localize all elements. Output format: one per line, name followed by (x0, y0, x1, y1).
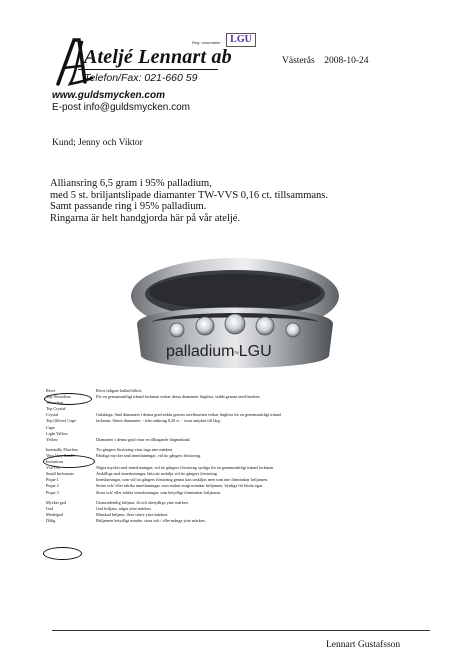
grade-definition: Fåtaliga mycket små inneslutningar, vid tio gångers förstoring. (96, 452, 202, 458)
company-name: Ateljé Lennart ab (84, 46, 232, 68)
place: Västerås (282, 56, 315, 66)
grade-term: Pique 3 (46, 489, 59, 495)
grade-definition: fackman. Större diamanter, - från omkring 0,20 ct. - visar antydan till färg. (96, 418, 221, 424)
grade-definition: Minskad briljans, flera större yttre märken. (96, 511, 168, 517)
description-line: Samt passande ring i 95% palladium. (50, 201, 207, 212)
caption-word: palladium (166, 343, 235, 360)
grade-term: Inclusions (46, 459, 64, 465)
grade-term: Mycket god (46, 499, 67, 505)
grading-table (46, 388, 446, 524)
lgu-brand-box: LGU (226, 33, 256, 47)
grade-definition: Gulaktiga. Små diamanter i denna grad sedda genom tavelfasetten verkar färglösa för en genomsnittligt tränad (96, 412, 281, 418)
caption-brand: LGU (238, 343, 272, 360)
grade-definition: Diamanter i denna grad visar en tilltagande färgmättnad. (96, 436, 191, 442)
grade-definition: God briljans, några yttre märken. (96, 505, 152, 511)
grade-term: Top Wesselton (46, 394, 71, 400)
customer-line: Kund; Jenny och Viktor (52, 138, 143, 148)
grade-term: Light Yellow (46, 430, 68, 436)
grade-term: Internally Flawless (46, 446, 78, 452)
grade-definition: Några mycket små inneslutningar, vid tio gångers förstoring synliga för en genomsnittligt tränad fackman. (96, 465, 275, 471)
grade-term: Medelgod (46, 511, 63, 517)
place-date (282, 56, 369, 66)
photo-caption (166, 343, 272, 361)
grade-term: God (46, 505, 54, 511)
grade-term: Pique 2 (46, 483, 59, 489)
description-line: Ringarna är helt handgjorda här på vår ateljé. (50, 212, 241, 224)
description-line: Alliansring 6,5 gram i 95% palladium, (50, 178, 212, 189)
grade-definition: Stora och/ eller talrika inneslutningar, som betydligt förminskar briljansen. (96, 489, 222, 495)
logo-rule (78, 69, 218, 70)
signature-name: Lennart Gustafsson (326, 640, 401, 650)
grade-term: River (46, 388, 56, 393)
circle-mycket-god (43, 547, 82, 560)
caption-by: by (234, 349, 239, 355)
grade-definition: Tio gångers förstoring visar inga inre märken. (96, 446, 173, 452)
grade-term: Yellow (46, 436, 58, 442)
description-line: med 5 st. briljantslipade diamanter TW-VVS 0,16 ct. tillsammans. (50, 189, 329, 201)
grade-definition: Åtskilliga små inneslutningar, lätta att urskilja vid tio gångers förstoring. (96, 471, 218, 477)
grade-term: Dålig (46, 517, 56, 523)
table-row (46, 490, 446, 496)
grade-definition: Inneslutningar, som vid tio gångers förstoring genast kan urskiljas men som inte förminskar briljansen. (96, 477, 269, 483)
grade-term: Vsi/Vvs (46, 465, 60, 471)
grade-term: Pique 1 (46, 477, 59, 483)
grade-term: Top Crystal (46, 406, 66, 412)
grade-definition: För en genomsnittligt tränad fackman verkar dessa diamanter färglösa, sedda genom tavelfasetten. (96, 394, 261, 400)
grade-definition: Briljansen betydligt mindre, stora och / eller många yttre märken. (96, 517, 206, 523)
grade-term: Small Inclusions (46, 471, 75, 477)
grade-definition: Större och/ eller talrika inneslutningar, som endast svagt minskar briljansen. Synliga för blotta ögat. (96, 483, 264, 489)
circle-top-wesselton (44, 393, 92, 405)
email-address[interactable]: E-post info@guldsmycken.com (52, 102, 190, 113)
grade-term: Top (Silver) Cape (46, 418, 76, 424)
table-row (46, 518, 446, 524)
grade-term: Crystal (46, 412, 59, 418)
phone-fax: Telefon/Fax: 021-660 59 (84, 72, 198, 84)
grade-definition: River tidigare kallad blåvit. (96, 388, 143, 393)
table-row (46, 437, 446, 443)
registered-mark-note: Reg. varumärke (192, 40, 221, 45)
grade-term: Very Very Small (46, 452, 74, 458)
bottom-rule (52, 630, 430, 631)
date: 2008-10-24 (324, 56, 369, 66)
grade-term: Cape (46, 424, 55, 430)
grade-term: Wesselton (46, 400, 64, 406)
grade-definition: Utomordentlig briljans, få och obetydliga yttre märken. (96, 499, 189, 505)
website-link[interactable]: www.guldsmycken.com (52, 90, 165, 101)
ring-description (50, 178, 350, 224)
circle-very-very-small (43, 452, 95, 468)
